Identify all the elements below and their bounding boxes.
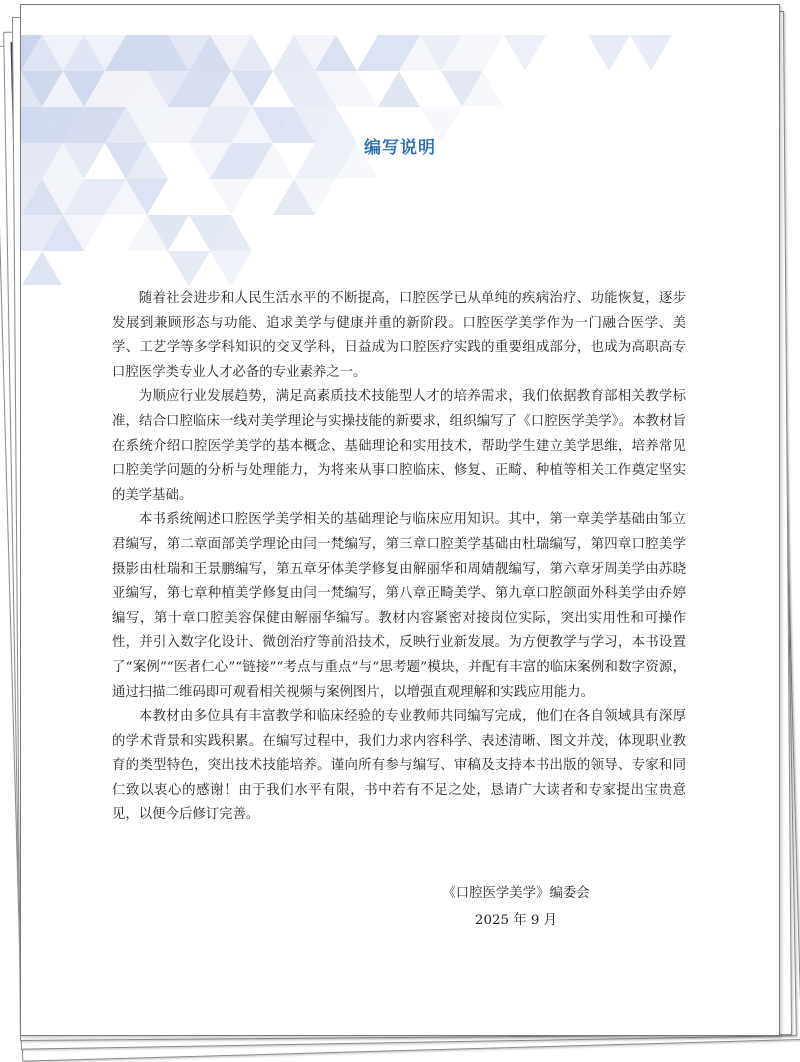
paragraph: 本教材由多位具有丰富教学和临床经验的专业教师共同编写完成，他们在各自领域具有深厚的学术背景和实践积累。在编写过程中，我们力求内容科学、表述清晰、图文并茂，体现职业教育的类型特色，突出技术技能培养。谨向所有参与编写、审稿及支持本书出版的领导、专家和同仁致以衷心的感谢！由于我们水平有限，书中若有不足之处，恳请广大读者和专家提出宝贵意见，以便今后修订完善。 xyxy=(112,709,686,823)
paragraph: 本书系统阐述口腔医学美学相关的基础理论与临床应用知识。其中，第一章美学基础由邹立君编写，第二章面部美学理论由闫一梵编写，第三章口腔美学基础由杜瑞编写，第四章口腔美学摄影由杜瑞和王景鹏编写，第五章牙体美学修复由解丽华和周婧靓编写，第六章牙周美学由苏晓亚编写，第七章种植美学修复由闫一梵编写，第八章正畸美学、第九章口腔颌面外科美学由乔婷编写，第十章口腔美容保健由解丽华编写。教材内容紧密对接岗位实际，突出实用性和可操作性，并引入数字化设计、微创治疗等前沿技术，反映行业新发展。为方便教学与学习，本书设置了“案例”“医者仁心”“链接”“考点与重点”与“思考题”模块，并配有丰富的临床案例和数字资源，通过扫描二维码即可观看相关视频与案例图片，以增强直观理解和实践应用能力。 xyxy=(112,512,686,700)
document-page xyxy=(20,4,780,1036)
date-line: 2025 年 9 月 xyxy=(474,913,558,928)
committee-name: 《口腔医学美学》编委会 xyxy=(442,886,590,901)
body-text xyxy=(112,287,686,828)
pattern-triangle xyxy=(588,35,630,71)
pattern-triangle xyxy=(21,251,63,285)
pattern-triangle xyxy=(504,35,546,71)
pattern-triangle xyxy=(210,179,252,215)
pattern-triangle xyxy=(378,71,420,107)
pattern-triangle xyxy=(630,35,672,71)
pattern-triangle xyxy=(210,251,252,285)
paragraph: 为顺应行业发展趋势，满足高素质技术技能型人才的培养需求，我们依据教育部相关教学标准，结合口腔临床一线对美学理论与实操技能的新要求，组织编写了《口腔医学美学》。本教材旨在系统介绍口腔医学美学的基本概念、基础理论和实用技术，帮助学生建立美学思维，培养常见口腔美学问题的分析与处理能力，为将来从事口腔临床、修复、正畸、种植等相关工作奠定坚实的美学基础。 xyxy=(112,389,686,503)
signature-block xyxy=(401,880,631,934)
pattern-triangle xyxy=(168,251,210,285)
paragraph: 随着社会进步和人民生活水平的不断提高，口腔医学已从单纯的疾病治疗、功能恢复，逐步发展到兼顾形态与功能、追求美学与健康并重的新阶段。口腔医学美学作为一门融合医学、美学、工艺学等多学科知识的交叉学科，日益成为口腔医疗实践的重要组成部分，也成为高职高专口腔医学类专业人才必备的专业素养之一。 xyxy=(112,291,686,380)
page-title: 编写说明 xyxy=(364,138,436,158)
